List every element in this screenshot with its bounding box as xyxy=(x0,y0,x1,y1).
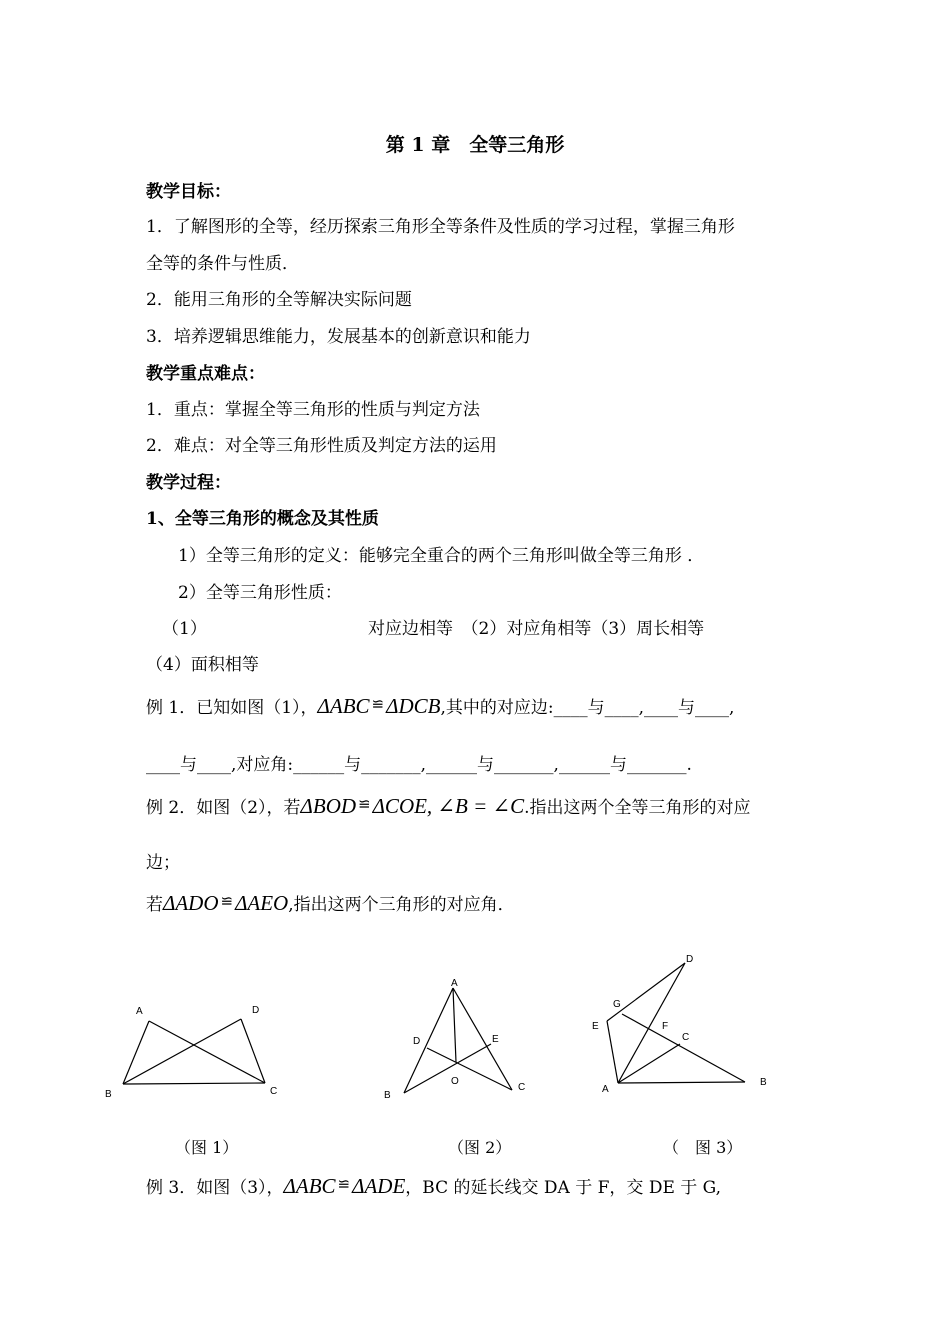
fig1-label-b: B xyxy=(105,1089,112,1100)
fig2-label-b: B xyxy=(384,1090,391,1101)
example-1-suffix: ,其中的对应边:____与____,____与____, xyxy=(440,698,735,718)
example-2-line3-right: ΔAEO xyxy=(235,891,289,915)
figure-1-lines xyxy=(123,1019,265,1084)
fig2-label-a: A xyxy=(451,978,458,989)
example-2-line3-suffix: ,指出这两个三角形的对应角． xyxy=(288,895,515,915)
example-2-formula-right: ΔCOE, ∠B = ∠C xyxy=(372,794,525,818)
example-3-prefix: 例 3．如图（3）， xyxy=(146,1178,284,1198)
example-2-line1 xyxy=(146,793,751,819)
example-2-prefix: 例 2．如图（2），若 xyxy=(146,798,301,818)
definition-line: 1）全等三角形的定义：能够完全重合的两个三角形叫做全等三角形 ． xyxy=(178,546,705,566)
example-2-line2: 边； xyxy=(146,853,180,873)
objective-1-line2: 全等的条件与性质． xyxy=(146,254,299,274)
example-3-formula-right: ΔADE xyxy=(352,1174,406,1198)
example-3-line1 xyxy=(146,1173,721,1199)
fig2-label-d: D xyxy=(413,1036,421,1047)
example-1-line1 xyxy=(146,693,734,719)
key-points-heading: 教学重点难点： xyxy=(146,364,265,384)
key-point-2: 2．难点：对全等三角形性质及判定方法的运用 xyxy=(146,436,497,456)
fig3-label-c: C xyxy=(682,1032,690,1043)
fig3-label-b: B xyxy=(760,1077,767,1088)
fig1-label-d: D xyxy=(252,1005,260,1016)
congruent-symbol: ≌ xyxy=(371,695,385,713)
fig3-label-d: D xyxy=(686,954,694,965)
example-1-line2: ____与____,对应角:______与_______,______与_______,______与_______. xyxy=(146,755,692,775)
figure-1-caption: （图 1） xyxy=(175,1138,239,1157)
figure-2-lines xyxy=(404,988,512,1093)
example-1-prefix: 例 1．已知如图（1）， xyxy=(146,698,318,718)
example-1-formula-left: ΔABC xyxy=(317,694,370,718)
objective-2: 2．能用三角形的全等解决实际问题 xyxy=(146,290,412,310)
objective-3: 3．培养逻辑思维能力，发展基本的创新意识和能力 xyxy=(146,327,531,347)
section-1-heading: 1、全等三角形的概念及其性质 xyxy=(146,509,379,529)
fig2-label-c: C xyxy=(518,1082,526,1093)
example-2-line3 xyxy=(146,890,515,916)
fig3-label-e: E xyxy=(592,1021,599,1032)
congruent-symbol: ≌ xyxy=(337,1175,351,1193)
objectives-heading: 教学目标： xyxy=(146,182,231,202)
fig1-label-a: A xyxy=(136,1006,143,1017)
properties-line: 2）全等三角形性质： xyxy=(178,583,342,603)
property-4: （4）面积相等 xyxy=(146,655,259,675)
example-3-formula-left: ΔABC xyxy=(283,1174,336,1198)
property-list: 对应边相等 （2）对应角相等（3）周长相等 xyxy=(368,619,705,639)
congruent-symbol: ≌ xyxy=(358,795,371,813)
example-1-formula-right: ΔDCB xyxy=(386,694,441,718)
figure-2-caption: （图 2） xyxy=(448,1138,512,1157)
fig2-label-e: E xyxy=(492,1034,499,1045)
figure-3-lines xyxy=(607,963,745,1083)
property-1: （1） xyxy=(162,619,207,639)
fig1-label-c: C xyxy=(270,1086,278,1097)
example-2-formula-left: ΔBOD xyxy=(300,794,357,818)
figure-3-caption: （ 图 3） xyxy=(663,1138,743,1157)
example-2-line3-left: ΔADO xyxy=(163,891,219,915)
fig3-label-a: A xyxy=(602,1084,609,1095)
page-title: 第 1 章 全等三角形 xyxy=(385,134,565,156)
objective-1-line1: 1．了解图形的全等，经历探索三角形全等条件及性质的学习过程，掌握三角形 xyxy=(146,217,735,237)
example-2-line3-prefix: 若 xyxy=(146,895,163,915)
key-point-1: 1．重点：掌握全等三角形的性质与判定方法 xyxy=(146,400,480,420)
congruent-symbol: ≌ xyxy=(220,892,234,910)
fig3-label-f: F xyxy=(662,1021,669,1032)
example-2-suffix: .指出这两个全等三角形的对应 xyxy=(524,798,751,818)
example-3-suffix: ，BC 的延长线交 DA 于 F，交 DE 于 G, xyxy=(405,1178,722,1198)
fig2-label-o: O xyxy=(451,1076,459,1087)
fig3-label-g: G xyxy=(613,999,621,1010)
process-heading: 教学过程： xyxy=(146,473,231,493)
